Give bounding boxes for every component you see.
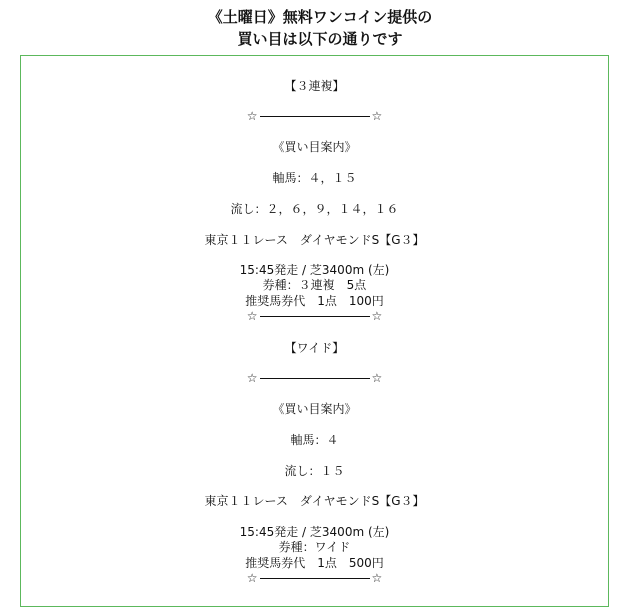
divider-rule (260, 578, 370, 579)
guide-heading: 《買い目案内》 (272, 402, 357, 416)
axis-horses: 軸馬：４，１５ (272, 171, 357, 185)
star-icon: ☆ (371, 109, 383, 123)
page-title-line-2: 買い目は以下の通りです (237, 30, 403, 48)
bet-type-label: 【３連複】 (284, 79, 345, 93)
start-time-course: 15:45発走 / 芝3400m (左) (239, 525, 390, 539)
axis-horses: 軸馬：４ (290, 433, 339, 447)
start-time-course: 15:45発走 / 芝3400m (左) (239, 263, 390, 277)
recommended-price: 推奨馬券代 1点 100円 (245, 294, 384, 308)
race-name: 東京１１レース ダイヤモンドS【G３】 (204, 233, 425, 247)
divider-rule (260, 316, 370, 317)
divider-rule (260, 378, 370, 379)
divider-rule (260, 116, 370, 117)
star-icon: ☆ (371, 571, 383, 585)
recommended-price: 推奨馬券代 1点 500円 (245, 556, 384, 570)
star-divider (21, 108, 608, 124)
flow-horses: 流し：１５ (284, 464, 345, 478)
star-icon: ☆ (246, 571, 258, 585)
star-divider (21, 308, 608, 324)
page-title-line-1: 《土曜日》無料ワンコイン提供の (207, 8, 433, 26)
star-icon: ☆ (371, 371, 383, 385)
guide-heading: 《買い目案内》 (272, 140, 357, 154)
bet-type-label: 【ワイド】 (284, 341, 345, 355)
picks-box (20, 55, 609, 607)
star-icon: ☆ (246, 109, 258, 123)
race-name: 東京１１レース ダイヤモンドS【G３】 (204, 494, 425, 508)
star-icon: ☆ (246, 371, 258, 385)
ticket-type: 券種：ワイド (278, 540, 351, 554)
flow-horses: 流し：２，６，９，１４，１６ (230, 202, 399, 216)
star-icon: ☆ (371, 309, 383, 323)
star-divider (21, 570, 608, 586)
ticket-type: 券種：３連複 5点 (262, 278, 367, 292)
star-divider (21, 370, 608, 386)
star-icon: ☆ (246, 309, 258, 323)
